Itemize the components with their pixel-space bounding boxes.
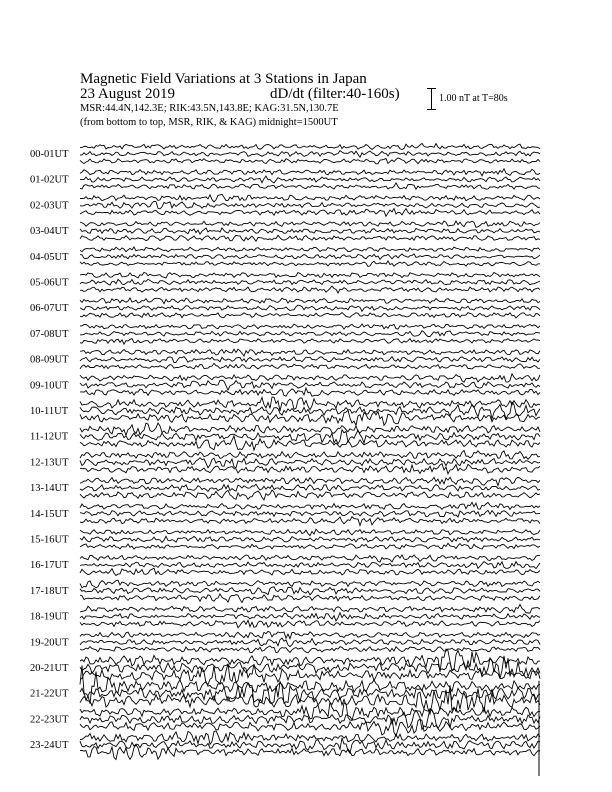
hour-label: 01-02UT bbox=[30, 174, 69, 186]
trace-rik bbox=[80, 201, 540, 209]
trace-msr bbox=[80, 718, 540, 736]
trace-msr bbox=[80, 209, 540, 217]
hour-label: 05-06UT bbox=[30, 277, 69, 289]
trace-msr bbox=[80, 158, 540, 164]
hour-label: 06-07UT bbox=[30, 303, 69, 315]
trace-kag bbox=[80, 143, 540, 149]
trace-msr bbox=[80, 568, 540, 575]
hour-label: 14-15UT bbox=[30, 508, 69, 520]
trace-kag bbox=[80, 194, 540, 202]
chart-title: Magnetic Field Variations at 3 Stations in Japan bbox=[80, 71, 367, 87]
trace-msr bbox=[80, 620, 540, 627]
hour-label: 21-22UT bbox=[30, 688, 69, 700]
trace-kag bbox=[80, 604, 540, 613]
hour-label: 22-23UT bbox=[30, 714, 69, 726]
trace-rik bbox=[80, 484, 540, 491]
hour-label: 19-20UT bbox=[30, 637, 69, 649]
trace-msr bbox=[80, 339, 540, 345]
chart-date: 23 August 2019 bbox=[80, 86, 176, 102]
hour-label: 12-13UT bbox=[30, 457, 69, 469]
trace-rik bbox=[80, 587, 540, 595]
trace-msr bbox=[80, 543, 540, 549]
trace-msr bbox=[80, 464, 540, 474]
trace-rik bbox=[80, 458, 540, 468]
trace-rik bbox=[80, 510, 540, 517]
trace-kag bbox=[80, 272, 540, 278]
hour-label: 17-18UT bbox=[30, 585, 69, 597]
trace-rik bbox=[80, 228, 540, 234]
trace-kag bbox=[80, 731, 540, 745]
hour-label: 15-16UT bbox=[30, 534, 69, 546]
hour-label: 08-09UT bbox=[30, 354, 69, 366]
trace-kag bbox=[80, 374, 540, 382]
trace-msr bbox=[80, 490, 540, 500]
trace-msr bbox=[80, 183, 540, 189]
filter-label: dD/dt (filter:40-160s) bbox=[270, 86, 400, 102]
hour-label: 16-17UT bbox=[30, 560, 69, 572]
station-order-note: (from bottom to top, MSR, RIK, & KAG) midnight=1500UT bbox=[80, 117, 338, 128]
trace-msr bbox=[80, 646, 540, 653]
trace-rik bbox=[80, 151, 540, 158]
trace-rik bbox=[80, 638, 540, 647]
trace-msr bbox=[80, 313, 540, 318]
trace-msr bbox=[80, 388, 540, 396]
hour-label: 23-24UT bbox=[30, 740, 69, 752]
trace-rik bbox=[80, 305, 540, 311]
trace-kag bbox=[80, 247, 540, 252]
trace-msr bbox=[80, 517, 540, 526]
trace-kag bbox=[80, 450, 540, 459]
hour-label: 13-14UT bbox=[30, 483, 69, 495]
trace-kag bbox=[80, 423, 540, 435]
trace-rik bbox=[80, 562, 540, 569]
hour-label: 20-21UT bbox=[30, 663, 69, 674]
scale-label: 1.00 nT at T=80s bbox=[439, 93, 508, 104]
trace-kag bbox=[80, 631, 540, 638]
trace-msr bbox=[80, 261, 540, 267]
hour-label: 07-08UT bbox=[30, 328, 69, 340]
trace-msr bbox=[80, 286, 540, 293]
trace-rik bbox=[80, 357, 540, 363]
trace-kag bbox=[80, 298, 540, 304]
trace-kag bbox=[80, 349, 540, 356]
trace-msr bbox=[80, 664, 540, 685]
hour-label: 02-03UT bbox=[30, 200, 69, 212]
trace-kag bbox=[80, 169, 540, 176]
trace-kag bbox=[80, 529, 540, 536]
hour-label: 09-10UT bbox=[30, 380, 69, 392]
hour-label: 00-01UT bbox=[30, 149, 69, 160]
trace-rik bbox=[80, 380, 540, 390]
trace-msr bbox=[80, 363, 540, 369]
trace-kag bbox=[80, 580, 540, 588]
trace-kag bbox=[80, 221, 540, 227]
hour-label: 18-19UT bbox=[30, 611, 69, 623]
trace-kag bbox=[80, 702, 540, 720]
hour-label: 03-04UT bbox=[30, 226, 69, 238]
hour-label: 04-05UT bbox=[30, 251, 69, 263]
hour-label: 10-11UT bbox=[30, 406, 69, 417]
trace-msr bbox=[80, 235, 540, 241]
trace-rik bbox=[80, 613, 540, 621]
hour-label: 11-12UT bbox=[30, 431, 69, 443]
trace-rik bbox=[80, 176, 540, 183]
trace-kag bbox=[80, 555, 540, 562]
station-coordinates: MSR:44.4N,142.3E; RIK:43.5N,143.8E; KAG:31.5N,130.7E bbox=[80, 103, 339, 114]
trace-rik bbox=[80, 536, 540, 542]
trace-kag bbox=[80, 502, 540, 509]
trace-rik bbox=[80, 254, 540, 260]
trace-rik bbox=[80, 279, 540, 285]
trace-kag bbox=[80, 324, 540, 329]
trace-rik bbox=[80, 331, 540, 337]
